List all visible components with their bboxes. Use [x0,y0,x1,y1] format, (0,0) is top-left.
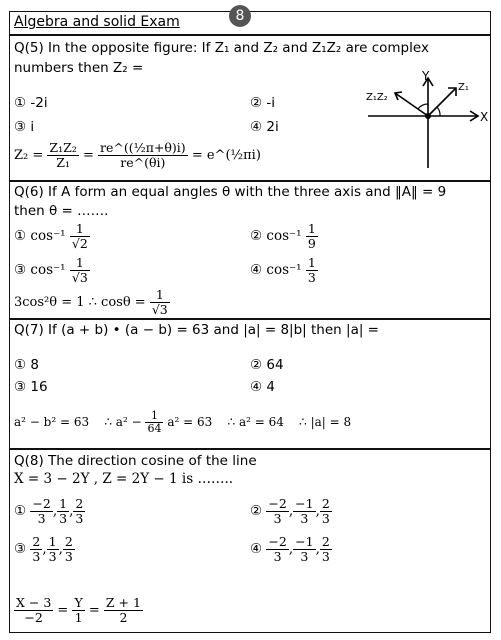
q8-text-1: Q(8) The direction cosine of the line [14,453,257,469]
q7-text-1: Q(7) If (a + b) • (a − b) = 63 and |a| = 8|b| then |a| = [14,322,379,338]
fraction: $\frac{2}{3}$ [321,534,330,564]
q8-solution: $\frac{X - 3}{-2}$ = $\frac{Y}{1}$ = $\frac{Z + 1}{2}$ [16,595,141,625]
q6-option-2[interactable]: ② cos⁻¹ $\frac{1}{9}$ [250,221,316,251]
q6-option-1[interactable]: ① cos⁻¹ $\frac{1}{√2}$ [14,221,88,251]
q7-option-3[interactable]: ③ 16 [14,379,48,395]
q5-option-4[interactable]: ④ 2i [250,119,279,135]
q8-text-2: X = 3 − 2Y , Z = 2Y − 1 is …….. [14,471,234,487]
option-number: ③ [14,540,31,557]
q7-solution: a² − b² = 63 ∴ a² − $\frac{1}{64}$ a² = 63 ∴ a² = 64 ∴ |a| = 8 [14,409,352,436]
divider [9,318,491,320]
divider [9,448,491,450]
q7-option-4[interactable]: ④ 4 [250,379,275,395]
y-label: Y [422,69,430,83]
fraction: $\frac{2}{3}$ [64,534,73,564]
q5-figure [360,68,490,178]
fraction: $\frac{1}{3}$ [59,496,68,526]
divider [9,180,491,182]
q8-option-2[interactable]: ② $\frac{-2}{3}$ , $\frac{-1}{3}$ , $\frac{2}{3}$ [250,496,330,526]
fraction: $\frac{1}{3}$ [48,534,57,564]
z1-label: Z₁ [458,82,469,93]
option-number: ① [14,502,31,519]
q5-solution: Z₂ = $\frac{\text{Z₁Z₂}}{\text{Z₁}}$ = $\frac{\text{re\textasciicircum{}((½π+θ)i)}}{re\^{}(\theta i)}$ = e^(½πi) [14,140,261,170]
q5-option-2[interactable]: ② -i [250,95,276,111]
q7-option-1[interactable]: ① 8 [14,357,39,373]
q7-option-2[interactable]: ② 64 [250,357,284,373]
fraction: $\frac{-2}{3}$ [32,496,51,526]
q8-option-3[interactable]: ③ $\frac{2}{3}$ , $\frac{1}{3}$ , $\frac{2}{3}$ [14,534,73,564]
q6-option-3[interactable]: ③ cos⁻¹ $\frac{1}{√3}$ [14,255,88,285]
q6-text-2: then θ = ……. [14,203,109,219]
q5-text-1: Q(5) In the opposite figure: If Z₁ and Z₂ and Z₁Z₂ are complex [14,40,429,56]
divider [9,34,491,36]
q5-option-3[interactable]: ③ i [14,119,35,135]
q5-option-1[interactable]: ① -2i [14,95,48,111]
page-number-badge: 8 [229,5,251,27]
fraction: $\frac{2}{3}$ [75,496,84,526]
fraction: $\frac{2}{3}$ [321,496,330,526]
q6-text-1: Q(6) If A form an equal angles θ with the three axis and ‖A‖ = 9 [14,184,447,200]
z1-vector [428,88,456,116]
q6-solution: 3cos²θ = 1 ∴ cosθ = $\frac{1}{√3}$ [14,287,168,317]
option-number: ② [250,502,267,519]
q5-text-2: numbers then Z₂ = [14,60,144,76]
fraction: $\frac{-1}{3}$ [295,496,314,526]
x-label: X [480,110,489,124]
q6-option-4[interactable]: ④ cos⁻¹ $\frac{1}{3}$ [250,255,316,285]
fraction: $\frac{2}{3}$ [32,534,41,564]
z1z2-label: Z₁Z₂ [366,92,388,103]
option-number: ④ [250,540,267,557]
fraction: $\frac{-2}{3}$ [268,496,287,526]
q8-option-1[interactable]: ① $\frac{-2}{3}$ , $\frac{1}{3}$ , $\frac{2}{3}$ [14,496,84,526]
q8-option-4[interactable]: ④ $\frac{-2}{3}$ , $\frac{-1}{3}$ , $\frac{2}{3}$ [250,534,330,564]
fraction: $\frac{-2}{3}$ [268,534,287,564]
fraction: $\frac{-1}{3}$ [295,534,314,564]
exam-title: Algebra and solid Exam [14,14,180,30]
